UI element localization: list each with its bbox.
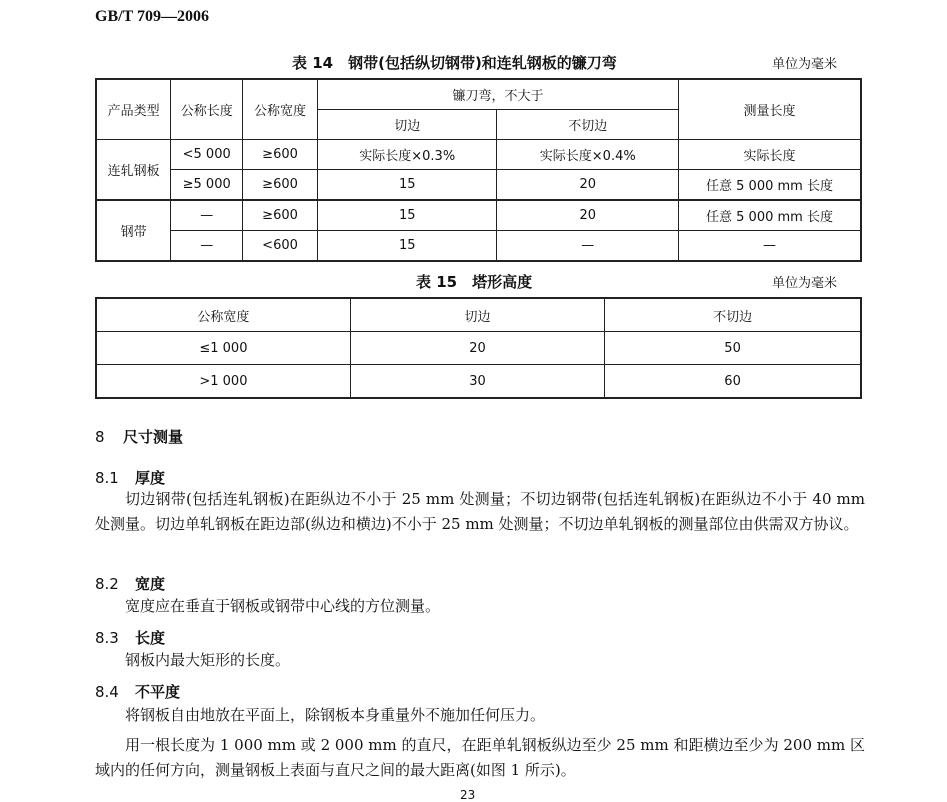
- cell-measure: —: [679, 231, 862, 262]
- cell-cut: 实际长度×0.3%: [317, 140, 497, 170]
- cell-width: ≥600: [243, 200, 318, 231]
- cell-uncut: —: [497, 231, 679, 262]
- section-title: 长度: [135, 629, 166, 647]
- cell-measure: 实际长度: [679, 140, 862, 170]
- cell-width: ≤1 000: [96, 332, 350, 365]
- th-width: 公称宽度: [96, 298, 350, 332]
- table-row: [96, 332, 861, 365]
- cell-width: ≥600: [243, 140, 318, 170]
- cell-width: <600: [243, 231, 318, 262]
- section-title: 宽度: [135, 575, 166, 593]
- section-8-heading: [95, 426, 183, 447]
- doc-header: GB/T 709—2006: [95, 8, 209, 25]
- cell-cut: 15: [317, 231, 497, 262]
- section-number: 8: [95, 428, 105, 446]
- th-cut: 切边: [317, 110, 497, 140]
- section-8-4-text-2: 用一根长度为 1 000 mm 或 2 000 mm 的直尺，在距单轧钢板纵边至少 25 mm 和距横边至少为 200 mm 区域内的任何方向，测量钢板上表面与直尺之间的最大距离(如图 1 所示)。: [95, 736, 865, 779]
- th-cut: 切边: [350, 298, 604, 332]
- table-row: [96, 365, 861, 399]
- section-title: 不平度: [135, 683, 181, 701]
- table-14: [95, 78, 862, 262]
- table15-caption: 表 15 塔形高度: [416, 273, 533, 291]
- th-camber: 镰刀弯，不大于: [317, 79, 678, 110]
- section-title: 尺寸测量: [123, 428, 184, 446]
- section-number: 8.1: [95, 469, 119, 487]
- th-uncut: 不切边: [497, 110, 679, 140]
- cell-uncut: 实际长度×0.4%: [497, 140, 679, 170]
- cell-measure: 任意 5 000 mm 长度: [679, 200, 862, 231]
- section-8-1-text: 切边钢带(包括连轧钢板)在距纵边不小于 25 mm 处测量；不切边钢带(包括连轧钢板)在距纵边不小于 40 mm 处测量。切边单轧钢板在距边部(纵边和横边)不小于 25 mm 处测量；不切边单轧钢板的测量部位由供需双方协议。: [95, 490, 865, 533]
- cell-uncut: 20: [497, 170, 679, 201]
- cell-measure: 任意 5 000 mm 长度: [679, 170, 862, 201]
- th-width: 公称宽度: [243, 79, 318, 140]
- table-row: [96, 140, 861, 170]
- section-title: 厚度: [135, 469, 166, 487]
- section-8-1-heading: [95, 467, 165, 488]
- cell-width: ≥600: [243, 170, 318, 201]
- cell-width: >1 000: [96, 365, 350, 399]
- section-8-2-heading: [95, 573, 165, 594]
- table-15: [95, 297, 862, 399]
- section-number: 8.4: [95, 683, 119, 701]
- group-label: 钢带: [96, 200, 171, 261]
- section-8-2-text: 宽度应在垂直于钢板或钢带中心线的方位测量。: [125, 597, 441, 615]
- cell-length: —: [171, 231, 243, 262]
- th-length: 公称长度: [171, 79, 243, 140]
- table15-unit: 单位为毫米: [772, 276, 838, 291]
- table14-caption: 表 14 钢带(包括纵切钢带)和连轧钢板的镰刀弯: [292, 54, 617, 72]
- section-8-3-heading: [95, 627, 165, 648]
- page-number: 23: [460, 788, 476, 802]
- section-number: 8.3: [95, 629, 119, 647]
- section-8-4-heading: [95, 681, 180, 702]
- section-8-4-text-1: 将钢板自由地放在平面上，除钢板本身重量外不施加任何压力。: [125, 706, 546, 724]
- cell-cut: 15: [317, 170, 497, 201]
- cell-uncut: 50: [605, 332, 861, 365]
- cell-cut: 15: [317, 200, 497, 231]
- th-product: 产品类型: [96, 79, 171, 140]
- cell-uncut: 60: [605, 365, 861, 399]
- cell-length: ≥5 000: [171, 170, 243, 201]
- section-8-3-text: 钢板内最大矩形的长度。: [125, 651, 291, 669]
- table14-unit: 单位为毫米: [772, 57, 838, 72]
- group-label: 连轧钢板: [96, 140, 171, 201]
- th-uncut: 不切边: [605, 298, 861, 332]
- cell-cut: 20: [350, 332, 604, 365]
- cell-length: —: [171, 200, 243, 231]
- table-row: [96, 200, 861, 231]
- table-row: [96, 231, 861, 262]
- cell-cut: 30: [350, 365, 604, 399]
- cell-uncut: 20: [497, 200, 679, 231]
- cell-length: <5 000: [171, 140, 243, 170]
- th-measure: 测量长度: [679, 79, 862, 140]
- section-number: 8.2: [95, 575, 119, 593]
- table-row: [96, 170, 861, 201]
